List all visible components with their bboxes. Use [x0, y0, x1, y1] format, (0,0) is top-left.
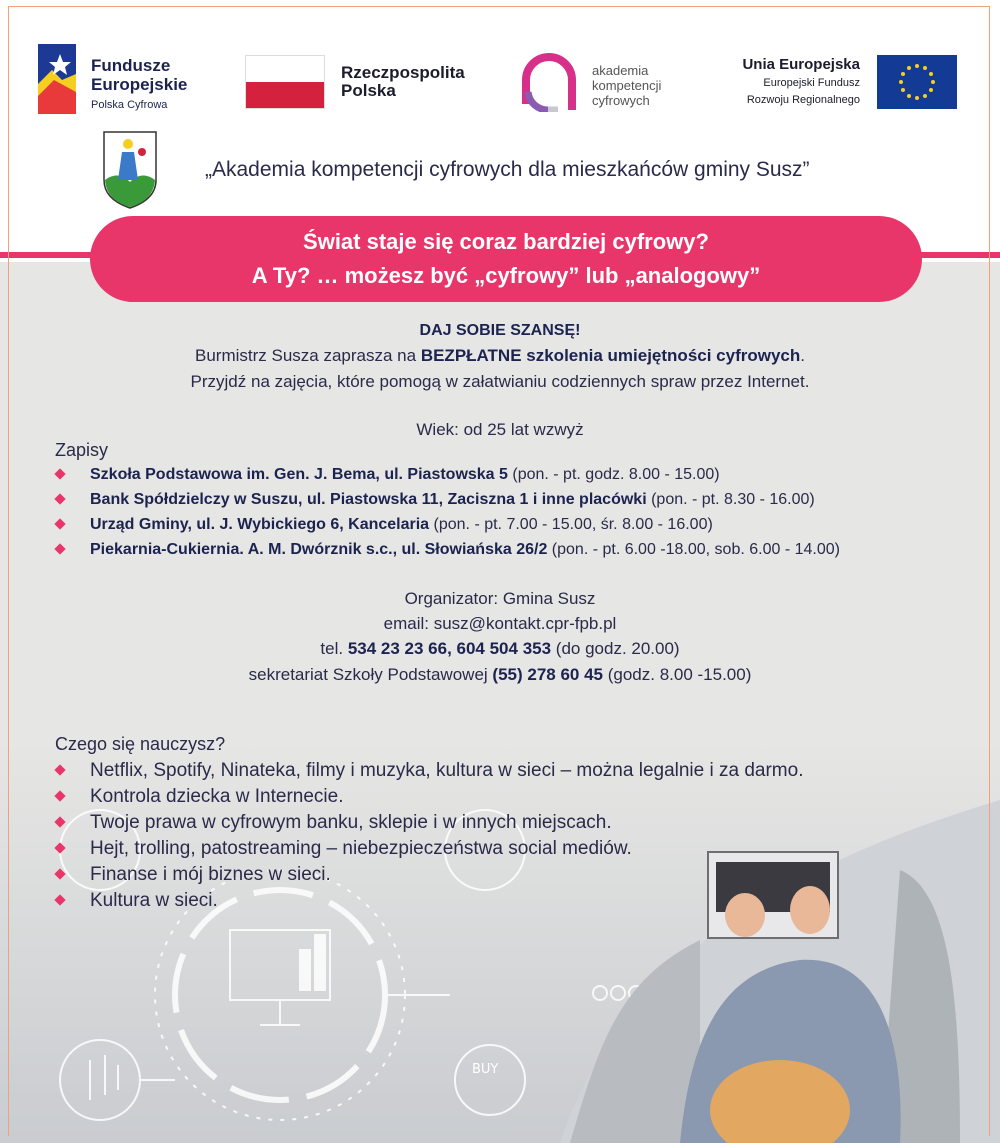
diamond-bullet-icon [54, 842, 65, 853]
headline-banner [90, 216, 922, 302]
eu-sub1: Europejski Fundusz [763, 77, 860, 89]
sek-pre: sekretariat Szkoły Podstawowej [248, 665, 493, 684]
eu-title: Unia Europejska [742, 56, 860, 73]
banner-line2: A Ty? … możesz być „cyfrowy” lub „analogowy” [251, 263, 761, 288]
learn-item: Hejt, trolling, patostreaming – niebezpieczeństwa social mediów. [90, 838, 632, 859]
learn-item: Kontrola dziecka w Internecie. [90, 786, 344, 807]
buy-label: BUY [472, 1062, 499, 1077]
intro-heading: DAJ SOBIE SZANSĘ! [419, 322, 581, 339]
learn-item: Finanse i mój biznes w sieci. [90, 864, 331, 885]
fundusze-europejskie-text [91, 56, 187, 115]
list-item [52, 537, 840, 562]
susz-coat-of-arms-icon [102, 130, 158, 210]
reg-hours: (pon. - pt. godz. 8.00 - 15.00) [507, 466, 720, 483]
learn-item: Twoje prawa w cyfrowym banku, sklepie i w innych miejscach. [90, 812, 612, 833]
organizer: Organizator: Gmina Susz [404, 589, 596, 608]
akademia-logo-icon [518, 52, 580, 112]
list-item [52, 836, 803, 862]
diamond-bullet-icon [54, 790, 65, 801]
diamond-bullet-icon [54, 493, 65, 504]
eu-flag-icon [877, 55, 957, 109]
list-item [52, 512, 840, 537]
diamond-bullet-icon [54, 868, 65, 879]
registration-list [52, 462, 840, 562]
rp-line1: Rzeczpospolita [341, 63, 465, 82]
list-item [52, 810, 803, 836]
phone-line [0, 639, 1000, 659]
email-line[interactable]: email: susz@kontakt.cpr-fpb.pl [383, 614, 617, 633]
learn-item: Netflix, Spotify, Ninateka, filmy i muzyka, kultura w sieci – można legalnie i za darmo. [90, 760, 804, 781]
learn-label: Czego się nauczysz? [55, 734, 226, 754]
akc-line1: akademia [592, 63, 649, 78]
rp-line2: Polska [341, 81, 396, 100]
list-item [52, 758, 803, 784]
akc-line2: kompetencji [592, 78, 662, 93]
rzeczpospolita-text [341, 64, 465, 100]
tel-pre: tel. [320, 639, 348, 658]
fe-line2: Europejskie [91, 75, 188, 94]
list-item [52, 888, 803, 914]
reg-hours: (pon. - pt. 7.00 - 15.00, śr. 8.00 - 16.00) [429, 516, 713, 533]
diamond-bullet-icon [54, 543, 65, 554]
intro-line2-post: . [800, 346, 805, 365]
reg-place: Urząd Gminy, ul. J. Wybickiego 6, Kancelaria [90, 516, 430, 533]
list-item [52, 487, 840, 512]
fundusze-europejskie-logo-icon [38, 44, 76, 114]
diamond-bullet-icon [54, 468, 65, 479]
reg-place: Szkoła Podstawowa im. Gen. J. Bema, ul. Piastowska 5 [90, 466, 508, 483]
eu-sub2: Rozwoju Regionalnego [746, 94, 860, 106]
learn-list [52, 758, 803, 914]
reg-hours: (pon. - pt. 8.30 - 16.00) [646, 491, 815, 508]
intro-line2-pre: Burmistrz Susza zaprasza na [195, 346, 421, 365]
intro-line2 [0, 346, 1000, 366]
list-item [52, 462, 840, 487]
sek-post: (godz. 8.00 -15.00) [603, 665, 752, 684]
registration-label: Zapisy [55, 440, 109, 460]
tel-numbers[interactable]: 534 23 23 66, 604 504 353 [347, 639, 552, 658]
banner-line1: Świat staje się coraz bardziej cyfrowy? [303, 229, 709, 254]
fe-subtitle: Polska Cyfrowa [91, 99, 168, 111]
diamond-bullet-icon [54, 764, 65, 775]
diamond-bullet-icon [54, 518, 65, 529]
list-item [52, 784, 803, 810]
diamond-bullet-icon [54, 816, 65, 827]
learn-item: Kultura w sieci. [90, 890, 218, 911]
intro-line2-bold: BEZPŁATNE szkolenia umiejętności cyfrowych [420, 346, 801, 365]
diamond-bullet-icon [54, 894, 65, 905]
reg-place: Piekarnia-Cukiernia. A. M. Dwórznik s.c., ul. Słowiańska 26/2 [90, 541, 548, 558]
akademia-text [592, 63, 661, 108]
intro-line3: Przyjdź na zajęcia, które pomogą w załatwianiu codziennych spraw przez Internet. [190, 372, 810, 391]
age-info: Wiek: od 25 lat wzwyż [416, 420, 584, 439]
reg-place: Bank Spółdzielczy w Suszu, ul. Piastowska 11, Zaciszna 1 i inne placówki [90, 491, 647, 508]
sek-number[interactable]: (55) 278 60 45 [492, 665, 603, 684]
tel-post: (do godz. 20.00) [551, 639, 680, 658]
akc-line3: cyfrowych [592, 93, 650, 108]
poland-flag-icon [245, 55, 325, 109]
reg-hours: (pon. - pt. 6.00 -18.00, sob. 6.00 - 14.00) [547, 541, 840, 558]
project-subtitle: „Akademia kompetencji cyfrowych dla mieszkańców gminy Susz” [205, 158, 810, 181]
list-item [52, 862, 803, 888]
eu-text [700, 56, 860, 107]
fe-line1: Fundusze [91, 56, 171, 75]
secretariat-line [0, 665, 1000, 685]
